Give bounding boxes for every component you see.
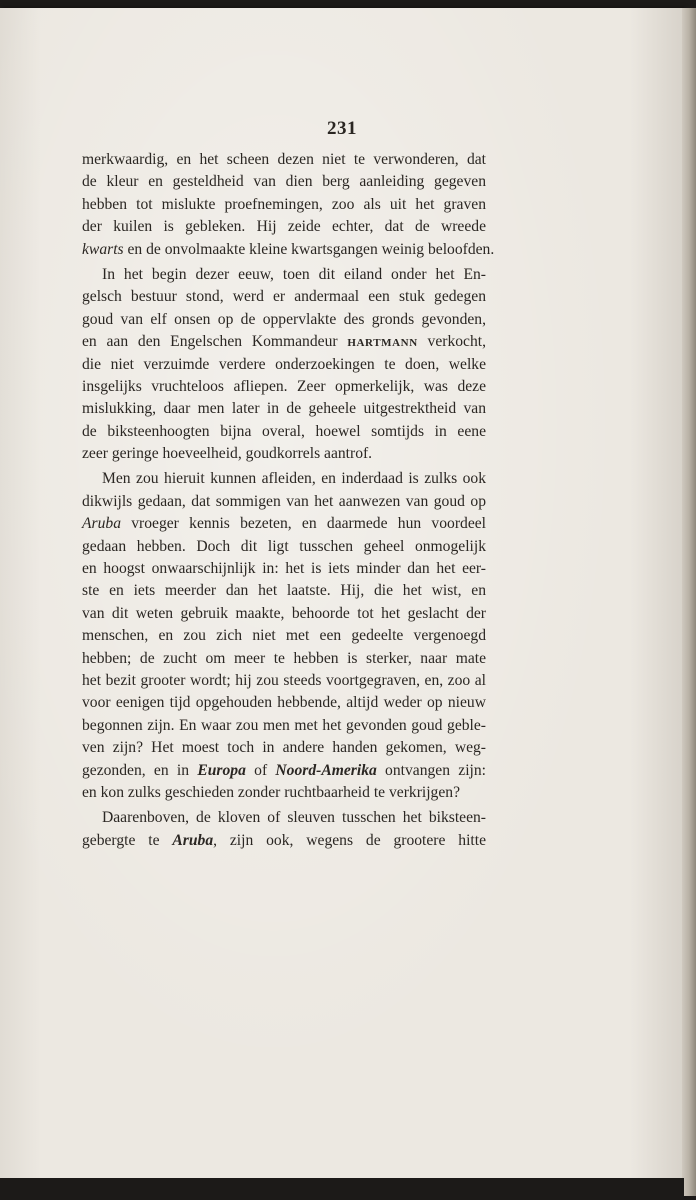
text-line: der kuilen is gebleken. Hij zeide echter, dat de wreede bbox=[82, 218, 486, 236]
italic-place-name: Noord-Amerika bbox=[275, 761, 377, 779]
text-line: Daarenboven, de kloven of sleuven tusschen het biksteen- bbox=[102, 809, 486, 827]
text-line bbox=[82, 830, 486, 852]
text-fragment: ontvangen zijn: bbox=[376, 761, 486, 779]
text-line: mislukking, daar men later in de geheele uitgestrektheid van bbox=[82, 400, 486, 418]
text-line bbox=[82, 760, 486, 782]
text-fragment: en de onvolmaakte kleine kwartsgangen weinig beloofden. bbox=[123, 240, 495, 258]
text-fragment: gezonden, en in bbox=[82, 761, 198, 779]
text-line: menschen, en zou zich niet met een gedeelte vergenoegd bbox=[82, 627, 486, 645]
text-line: zeer geringe hoeveelheid, goudkorrels aantrof. bbox=[82, 445, 373, 463]
text-line: van dit weten gebruik maakte, behoorde tot het geslacht der bbox=[82, 604, 486, 622]
text-line: merkwaardig, en het scheen dezen niet te verwonderen, dat bbox=[82, 151, 486, 168]
text-fragment: vroeger kennis bezeten, en daarmede hun voordeel bbox=[120, 515, 486, 533]
text-line: en hoogst onwaarschijnlijk in: het is iets minder dan het eer- bbox=[82, 560, 486, 578]
text-line: gedaan hebben. Doch dit ligt tusschen geheel onmogelijk bbox=[82, 537, 486, 555]
text-line bbox=[82, 513, 486, 535]
text-fragment: gebergte te bbox=[82, 831, 173, 849]
text-line: voor eenigen tijd opgehouden hebbende, altijd weder op nieuw bbox=[82, 694, 486, 712]
text-line: gelsch bestuur stond, werd er andermaal een stuk gedegen bbox=[82, 288, 486, 306]
text-line: goud van elf onsen op de oppervlakte des gronds gevonden, bbox=[82, 310, 486, 328]
text-line: dikwijls gedaan, dat sommigen van het aanwezen van goud op bbox=[82, 492, 486, 510]
italic-word: Aruba bbox=[82, 515, 121, 533]
text-line: hebben tot mislukte proefnemingen, zoo als uit het graven bbox=[82, 195, 486, 213]
text-fragment: en aan den Engelschen Kommandeur bbox=[82, 333, 348, 351]
text-fragment: , zijn ook, wegens de grootere hitte bbox=[213, 831, 486, 849]
text-line: In het begin dezer eeuw, toen dit eiland onder het En- bbox=[102, 265, 486, 283]
body-text bbox=[82, 149, 495, 852]
italic-place-name: Aruba bbox=[172, 831, 214, 849]
text-fragment: verkocht, bbox=[417, 333, 486, 351]
text-line: hebben; de zucht om meer te hebben is sterker, naar mate bbox=[82, 649, 486, 667]
text-line: die niet verzuimde verdere onderzoekingen te doen, welke bbox=[82, 355, 486, 373]
text-line: Men zou hieruit kunnen afleiden, en inderdaad is zulks ook bbox=[102, 470, 486, 488]
text-line: het bezit grooter wordt; hij zou steeds voortgegraven, en, zoo al bbox=[82, 671, 486, 689]
text-line: insgelijks vruchteloos afliepen. Zeer opmerkelijk, was deze bbox=[82, 377, 486, 395]
page-edge bbox=[682, 8, 696, 1196]
text-fragment: of bbox=[245, 761, 276, 779]
text-line: de kleur en gesteldheid van dien berg aanleiding gegeven bbox=[82, 173, 486, 191]
text-line bbox=[82, 239, 495, 261]
text-line: en kon zulks geschieden zonder ruchtbaarheid te verkrijgen? bbox=[82, 783, 460, 801]
scan-background bbox=[0, 1178, 684, 1200]
small-caps-name: HARTMANN bbox=[347, 337, 418, 350]
italic-place-name: Europa bbox=[197, 761, 246, 779]
page-number: 231 bbox=[327, 118, 357, 139]
text-line: de biksteenhoogten bijna overal, hoewel somtijds in eene bbox=[82, 422, 486, 440]
text-line: begonnen zijn. En waar zou men met het gevonden goud geble- bbox=[82, 716, 486, 734]
text-line: ven zijn? Het moest toch in andere handen gekomen, weg- bbox=[82, 739, 486, 757]
text-line bbox=[82, 331, 486, 353]
italic-word: kwarts bbox=[82, 240, 124, 258]
text-line: ste en iets meerder dan het laatste. Hij, die het wist, en bbox=[82, 582, 486, 600]
